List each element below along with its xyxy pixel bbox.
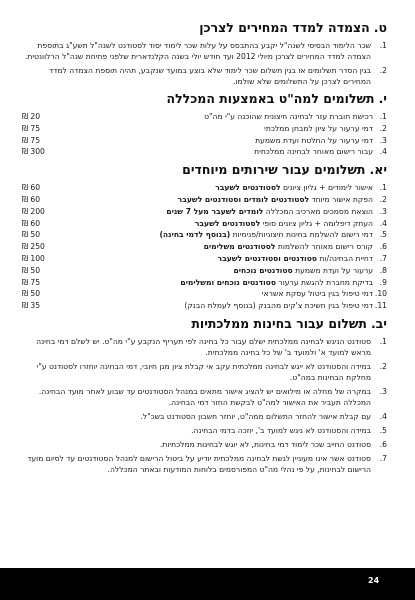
fee-row (22, 111, 387, 123)
item-text: בגין הסדר תשלומים או בגין תשלום שכר לימוד שלא בוצע במועד שנקבע, תהיה תוספת הצמדה למדד המחירים לצרכן על התשלומים שלא שולמו. (49, 66, 371, 86)
section-letter: יא. (369, 162, 387, 178)
item-audience: לומדים לשעבר מעל 7 שנים (166, 206, 264, 216)
section-title: תשלומים עבור שירותים מיוחדים (182, 162, 366, 178)
item-text (70, 265, 373, 277)
item-number: 8. (379, 265, 387, 275)
item-number: 1. (379, 183, 387, 193)
item-text (70, 206, 373, 218)
item-price: 50 ₪ (22, 230, 41, 240)
item-description: דמי טיפול בגין חשיכת צ'קים מהבנק (בנוסף לעמלת הבנק) (184, 301, 373, 311)
section-letter: י. (378, 91, 387, 106)
fee-row (22, 123, 387, 135)
item-number: 3. (379, 206, 387, 216)
item-description: הוצאת מסמכים מארכיב המכללה (263, 206, 373, 216)
item-number: 4. (379, 218, 387, 228)
item-description: בדיקת מחברת להגשת ערעור (276, 277, 373, 287)
fee-row (22, 218, 387, 230)
item-text (70, 253, 373, 265)
fee-row (22, 146, 387, 158)
item-text (70, 229, 373, 241)
item-price: 60 ₪ (22, 218, 41, 228)
section-heading (22, 316, 387, 331)
item-number: 3. (379, 135, 387, 145)
item-price: 50 ₪ (22, 289, 41, 299)
item-text (70, 288, 373, 300)
section-heading (22, 91, 387, 106)
section-state-exams (22, 316, 387, 475)
paragraph-list (22, 336, 387, 475)
item-number: 2. (379, 66, 387, 75)
item-number: 9. (379, 277, 387, 287)
item-number: 5. (379, 230, 387, 240)
item-number: 7. (379, 453, 387, 463)
item-description: ערעור על ועדת משמעת (292, 265, 373, 275)
item-audience: לסטודנטים משלימים (203, 242, 276, 252)
item-price: 60 ₪ (22, 194, 41, 204)
item-price: 75 ₪ (22, 277, 41, 287)
item-text (70, 111, 373, 123)
item-number: 1. (379, 41, 387, 50)
item-description: קורס רישום מאוחר להשלמות (275, 242, 373, 252)
list-item (22, 40, 387, 62)
list-item (22, 411, 387, 422)
item-description: דמי ערעור על ציון למבחן ממלכתי (264, 123, 373, 133)
item-text (70, 300, 373, 312)
item-audience: סטודנטים וסטודנטים לשעבר (217, 253, 318, 263)
fee-list (22, 182, 387, 312)
item-price: 75 ₪ (22, 135, 41, 145)
fee-row (22, 265, 387, 277)
list-item (22, 361, 387, 383)
section-cpi-linkage (22, 20, 387, 87)
item-text: עם קבלת אישור להחזר התשלום ממה"ט, יוחזר חשבון הסטודנט בשכ"ל. (140, 411, 371, 421)
item-description: דחיית הבחינה/ות (317, 253, 373, 263)
list-item (22, 65, 387, 87)
fee-row (22, 206, 387, 218)
item-text (70, 194, 373, 206)
item-price: 60 ₪ (22, 183, 41, 193)
fee-row (22, 300, 387, 312)
fee-row (22, 182, 387, 194)
item-description: דמי טיפול בגין ביטול עסקת אשראי (261, 289, 373, 299)
fee-row (22, 277, 387, 289)
item-number: 1. (379, 112, 387, 121)
list-item (22, 386, 387, 408)
item-text (70, 135, 373, 147)
item-description: דמי ערעור על החלטת ועדת משמעת (255, 135, 373, 145)
item-number: 4. (379, 411, 387, 421)
list-item (22, 439, 387, 450)
item-number: 10. (374, 289, 387, 299)
item-price: 300 ₪ (22, 147, 45, 157)
item-audience: סטודנטים נוכחים (233, 265, 293, 275)
item-number: 2. (379, 123, 387, 133)
section-title: הצמדה למדד המחירים לצרכן (199, 20, 370, 35)
item-text (70, 146, 373, 158)
item-audience: (בנוסף לדמי בחינה) (159, 230, 231, 240)
fee-row (22, 194, 387, 206)
item-number: 6. (379, 242, 387, 252)
fee-row (22, 135, 387, 147)
item-number: 7. (379, 253, 387, 263)
section-title: תשלומים למה"ט באמצעות המכללה (166, 91, 375, 106)
item-description: העתק דיפלומה + גליון ציונים סופי (260, 218, 373, 228)
item-number: 1. (379, 336, 387, 346)
item-audience: לסטודנטים לשעבר (215, 183, 281, 193)
item-description: הפקת אישור מיוחד (309, 194, 373, 204)
fee-row (22, 241, 387, 253)
item-number: 11. (374, 301, 387, 311)
item-audience: לסטודנטים לשעבר (194, 218, 261, 228)
item-audience: סטודנטים נוכחים ומשלימים (180, 277, 277, 287)
item-text: במקרה של מחלה או מילואים יש להציג אישור מתאים במנהל הסטודנטים עד שבוע לאחר מועד הבחינה. המכללה תעביר את האישור למה"ט לבקשת החזר דמי הבחינה. (38, 386, 371, 407)
item-price: 35 ₪ (22, 301, 41, 311)
fee-row (22, 253, 387, 265)
list-item (22, 336, 387, 358)
item-text (70, 277, 373, 289)
list-item (22, 453, 387, 475)
item-price: 100 ₪ (22, 253, 45, 263)
item-text: במידה והסטודנט לא ניגש למועד ב', יוזכה בדמי הבחינה. (191, 425, 371, 435)
item-text: סטודנט החייב שכר לימוד דמי בחינות, לא יוגש לבחינות ממלכתיות. (159, 439, 371, 449)
section-title: תשלום עבור בחינות ממלכתיות (191, 315, 367, 331)
item-description: דמי רישום להשלמת בחינות חיצוניות/פנימיות (230, 230, 373, 240)
paragraph-list (22, 40, 387, 87)
item-text (70, 218, 373, 230)
item-price: 250 ₪ (22, 242, 45, 252)
item-text (70, 123, 373, 135)
item-description: אישור לימודים + גליון ציונים (280, 183, 373, 193)
item-price: 75 ₪ (22, 123, 41, 133)
item-text: שכר הלימוד הבסיסי לשנה"ל יקבע בהתבסס על עלות שכר לימוד יסוד לסטודנט לשנה"ל תשע"ג בתוספת הצמדה למדד המחירים לצרכן מיולי 2012 ועד חודש יולי בשנה הקלנדארית שלפני פתיחת שנה"ל הרלוונטית. (24, 41, 371, 61)
footer-bar (0, 568, 415, 600)
item-number: 2. (379, 194, 387, 204)
item-description: עבור רישום מאוחר לבחינה ממלכתית (254, 147, 373, 157)
item-number: 5. (379, 425, 387, 435)
section-letter: יב. (370, 315, 387, 331)
item-text (70, 241, 373, 253)
item-price: 20 ₪ (22, 112, 41, 121)
section-special-services (22, 162, 387, 312)
fee-list (22, 111, 387, 158)
item-number: 2. (379, 361, 387, 371)
item-audience: לסטודנטים לומדים וסטודנטים לשעבר (177, 194, 310, 204)
item-number: 3. (379, 386, 387, 396)
list-item (22, 425, 387, 436)
section-heading (22, 20, 387, 35)
section-heading (22, 162, 387, 177)
fee-row (22, 229, 387, 241)
fee-row (22, 288, 387, 300)
item-text (70, 182, 373, 194)
item-description: רכישת חוברת עזר לבחינה חיצונית שהוכנה ע"י מה"ט (204, 112, 373, 121)
item-text: סטודנט אשר אינו מעוניין לגשת לבחינה ממלכתית יודיע על ביטול הרישום למנהל הסטודנטים עד לסיום מועד הרישום לבחינות, על פי נהלי מה"ט המפורסמים בלוחות המודעות ובאתר המכללה. (27, 453, 371, 474)
page-number: 24 (368, 576, 380, 585)
section-mahat-payments (22, 91, 387, 158)
item-text: במידה והסטודנט לא ייגש לבחינה ממלכתית עקב אי קבלת ציון מגן חיובי, דמי הבחינה יוחזרו לסטודנט ע"י מחלקת הבחינות במה"ט. (36, 361, 371, 382)
item-price: 200 ₪ (22, 206, 45, 216)
section-letter: ט. (373, 20, 387, 35)
item-number: 6. (379, 439, 387, 449)
item-price: 50 ₪ (22, 265, 41, 275)
item-text: סטודנט הניגש לבחינה ממלכתית ישלם עבור כל בחינה לפי תעריף הנקבע ע"י מה"ט. יש לשלם דמי בחינה מראש למועד א' ולמועד ב' של כל בחינה ממלכתית. (36, 336, 371, 357)
item-number: 4. (379, 147, 387, 157)
